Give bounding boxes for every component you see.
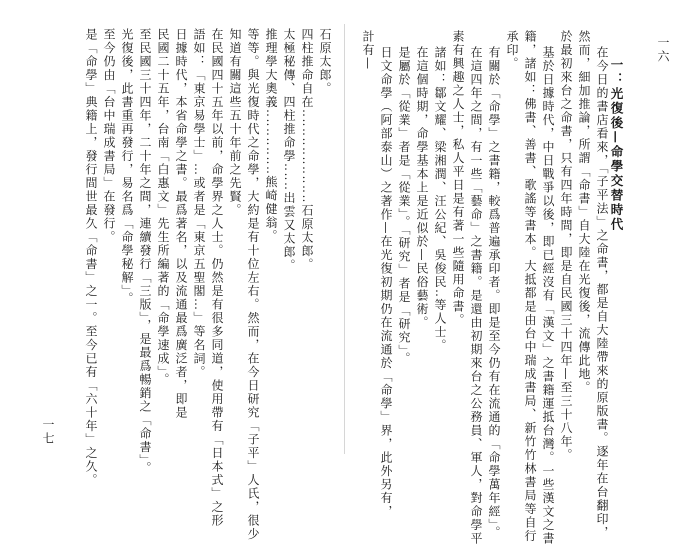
text-column-l10: 民國二十五年，台南「白惠文」先生所編著的「命學速成」。 xyxy=(156,28,170,387)
text-column-r13: 日文命學（阿部泰山）之著作—在光復初期仍在流通於「命學」界，此外另有， xyxy=(379,46,393,519)
text-column-l7: 在民國四十五年以前，命學界之人士。仍然是有很多同道，使用帶有「日本式」之形 xyxy=(210,28,224,528)
left-page xyxy=(0,0,345,541)
text-column-l5: 等等。與光復時代之命學，大約是有十位左右。然而，在今日研究「子平」人氏，很少 xyxy=(246,28,260,541)
text-column-l1: 石原太郎。 xyxy=(318,28,332,96)
text-column-r14: 計有— xyxy=(361,30,375,71)
text-column-l13: 至今仍由「台中瑞成書局」在發行。 xyxy=(102,28,116,244)
text-column-l4: 推理學大奧義‥‥‥‥‥‥‥熊崎健翁。 xyxy=(264,28,278,244)
text-column-r3: 於最初來台之命書，只有四年時間，即是自民國三十四年—至三十八年。 xyxy=(559,30,573,462)
text-column-r2: 然而，細加推論，所謂「命書」自大陸在光復後，流傳此地。 xyxy=(577,30,591,395)
text-column-l9: 日據時代，本省命學之書。最爲著名，以及流通最爲廣泛者，即是 xyxy=(174,28,188,420)
text-column-l3: 太極秘傳、四柱推命學‥‥‥出雲又太郎。 xyxy=(282,28,296,273)
text-column-r10: 諸如：鄒文耀、梁湘潤、汪公紀、吳俊民‥等人士。 xyxy=(433,46,447,353)
text-column-r8: 在這四年之間，有一些「藝命」之書籍。是還由初期來台之公務員、軍人，對命學平 xyxy=(469,46,483,546)
text-column-r9: 素有興趣之人士，私人平日是有著一些隨用命書。 xyxy=(451,30,465,327)
text-column-l11: 至民國三十四年，二十年之間，連續發行「三版」，是最爲暢銷之「命書」。 xyxy=(138,28,152,475)
text-column-l2: 四柱推命自在‥‥‥‥‥‥‥‥‥‥石原太郎。 xyxy=(300,28,314,272)
text-column-l12: 光復後，此書重再發行，易名爲「命學秘解」。 xyxy=(120,28,134,306)
page-number-right: 一六 xyxy=(656,36,670,64)
section-heading: 一：光復後—命學交替時代 xyxy=(609,58,624,232)
text-column-r5: 籍，諸如：佛書、善書、歌謠等書本。大抵都是由台中瑞成書局、新竹竹林書局等自行 xyxy=(523,30,537,543)
page-number-left: 一七 xyxy=(41,418,55,446)
text-column-r4: 基於日據時代，中日戰爭以後，即已經沒有「漢文」之書籍運抵台灣。一些漢文之書 xyxy=(541,46,555,546)
text-column-l8: 語如：「東京易學士」…或者是「東京五聖閣…」等名詞。 xyxy=(192,28,206,379)
text-column-r6: 承印。 xyxy=(505,30,519,71)
text-column-r1: 在今日的書店看來，「子平法」之命書，都是自大陸帶來的原版書。逐年在台翻印， xyxy=(595,46,609,540)
right-page xyxy=(345,0,690,546)
text-column-r7: 有關於「命學」之書籍，較爲普遍承印者。即是至今仍有在流通的「命學萬年經」。 xyxy=(487,46,501,540)
text-column-r12: 是屬於「從業」者是「從業」。「研究」者是「研究」。 xyxy=(397,46,411,366)
text-column-l14: 是「命學」典籍上，發行間世最久「命書」之一。至今已有「六十年」之久。 xyxy=(84,28,98,487)
text-column-r11: 在這個時期，命學基本上是近似於—民俗藝術。 xyxy=(415,46,429,330)
text-column-l6: 知道有關這些五十年前之先賢。 xyxy=(228,28,242,217)
